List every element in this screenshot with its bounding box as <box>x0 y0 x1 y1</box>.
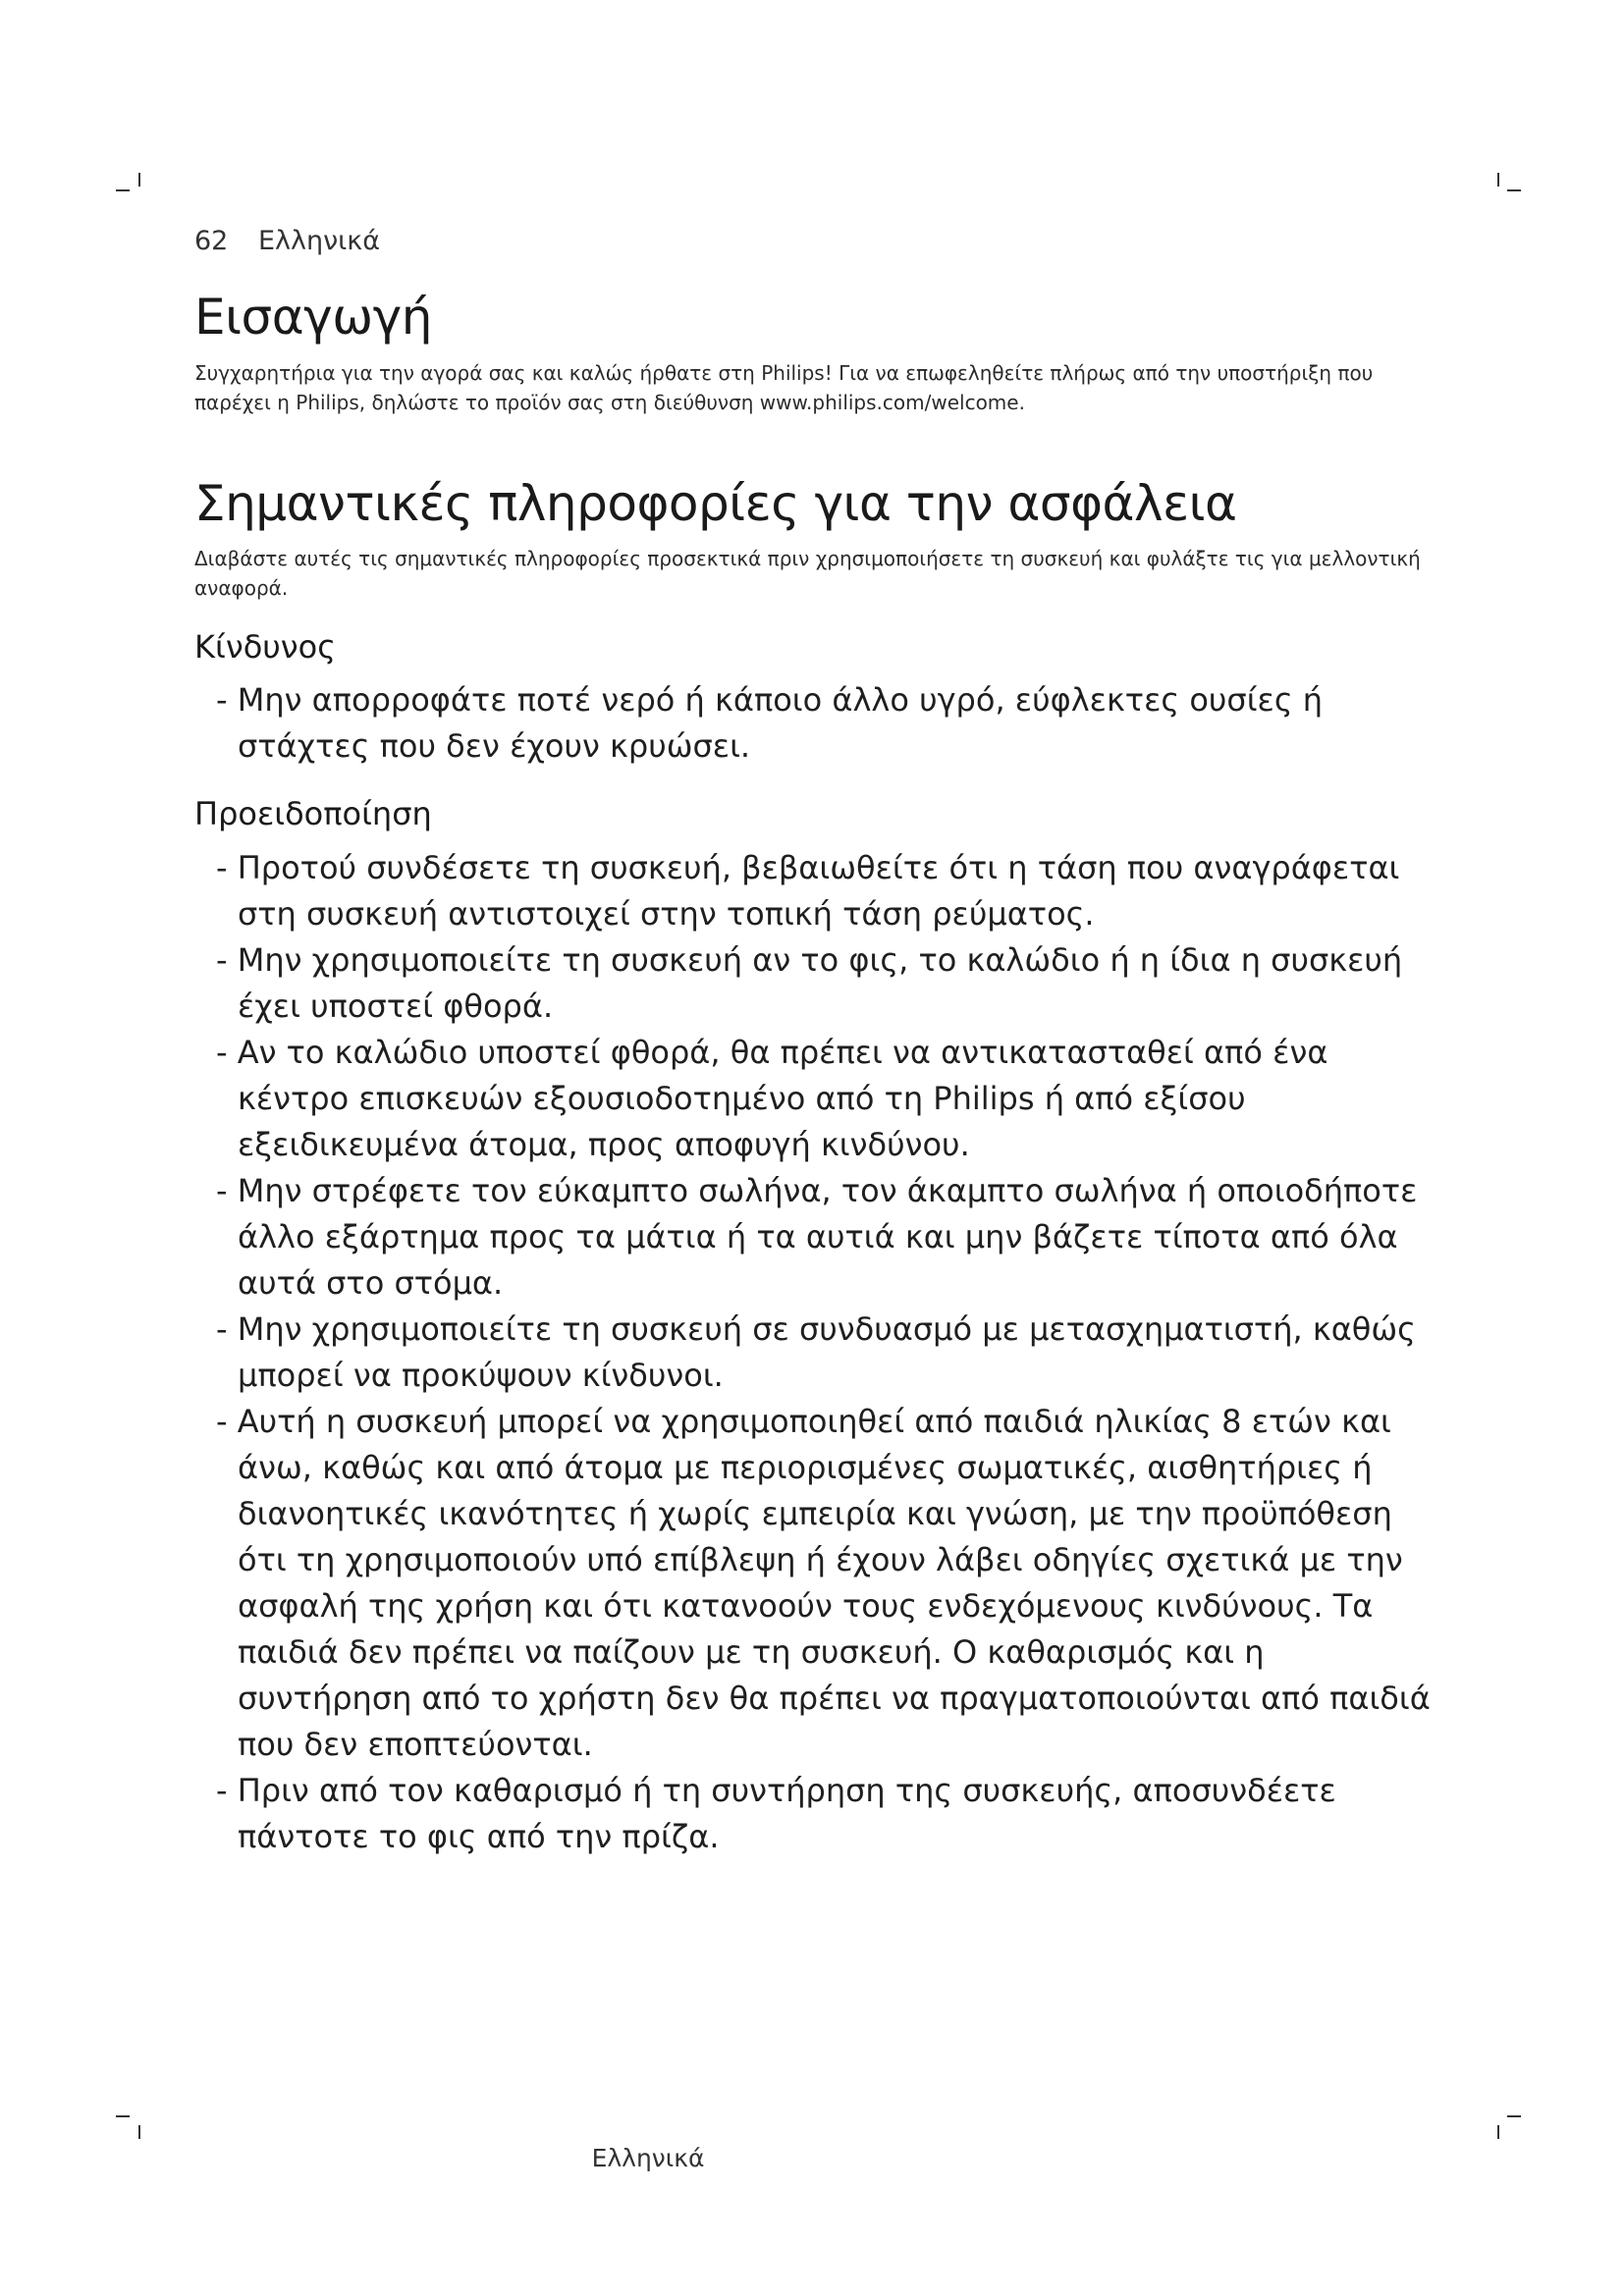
page-header <box>194 226 380 256</box>
crop-mark-bottom-right-h <box>1507 2115 1521 2117</box>
header-language: Ελληνικά <box>257 226 381 256</box>
intro-section <box>194 290 1441 417</box>
list-item: - Μην απορροφάτε ποτέ νερό ή κάποιο άλλο υγρό, εύφλεκτες ουσίες ή στάχτες που δεν έχουν κρυώσει. <box>216 681 1324 766</box>
crop-mark-top-left-h <box>116 189 130 191</box>
warning-list <box>194 845 1441 1860</box>
page-number: 62 <box>194 226 229 256</box>
page-footer <box>0 2144 1296 2172</box>
list-item: - Πριν από τον καθαρισμό ή τη συντήρηση της συσκευής, αποσυνδέετε πάντοτε το φις από την πρίζα. <box>216 1771 1336 1855</box>
intro-title: Εισαγωγή <box>194 289 432 346</box>
crop-mark-bottom-left-h <box>116 2115 130 2117</box>
crop-mark-bottom-left-v <box>138 2125 140 2139</box>
footer-language: Ελληνικά <box>591 2144 705 2172</box>
list-item: - Αυτή η συσκευή μπορεί να χρησιμοποιηθεί από παιδιά ηλικίας 8 ετών και άνω, καθώς και από άτομα με περιορισμένες σωματικές, αισθητήριες ή διανοητικές ικανότητες ή χωρίς εμπειρία και γνώση, με την προϋπόθεση ότι τη χρησιμοποιούν υπό επίβλεψη ή έχουν λάβει οδηγίες σχετικά με την ασφαλή της χρήση και ότι κατανοούν τους ενδεχόμενους κινδύνους. Τα παιδιά δεν πρέπει να παίζουν με τη συσκευή. Ο καθαρισμός και η συντήρηση από το χρήστη δεν θα πρέπει να πραγματοποιούνται από παιδιά που δεν εποπτεύονται. <box>216 1402 1431 1763</box>
crop-mark-top-right-v <box>1497 173 1499 187</box>
crop-mark-top-right-h <box>1507 189 1521 191</box>
intro-text: Συγχαρητήρια για την αγορά σας και καλώς ήρθατε στη Philips! Για να επωφεληθείτε πλήρως από την υποστήριξη που παρέχει η Philips, δηλώστε το προϊόν σας στη διεύθυνση www.philips.com/welcome. <box>194 360 1374 414</box>
crop-mark-top-left-v <box>138 173 140 187</box>
list-item: - Μην χρησιμοποιείτε τη συσκευή σε συνδυασμό με μετασχηματιστή, καθώς μπορεί να προκύψουν κίνδυνοι. <box>216 1309 1416 1394</box>
crop-mark-bottom-right-v <box>1497 2125 1499 2139</box>
list-item: - Μην στρέφετε τον εύκαμπτο σωλήνα, τον άκαμπτο σωλήνα ή οποιοδήποτε άλλο εξάρτημα προς τα μάτια ή τα αυτιά και μην βάζετε τίποτα από όλα αυτά στο στόμα. <box>216 1171 1418 1302</box>
warning-heading: Προειδοποίηση <box>194 795 432 833</box>
safety-title: Σημαντικές πληροφορίες για την ασφάλεια <box>194 474 1237 532</box>
danger-list <box>194 677 1441 770</box>
list-item: - Αν το καλώδιο υποστεί φθορά, θα πρέπει να αντικατασταθεί από ένα κέντρο επισκευών εξουσιοδοτημένο από τη Philips ή από εξίσου εξειδικευμένα άτομα, προς αποφυγή κινδύνου. <box>216 1033 1328 1163</box>
safety-section <box>194 476 1441 1860</box>
list-item: - Προτού συνδέσετε τη συσκευή, βεβαιωθείτε ότι η τάση που αναγράφεται στη συσκευή αντιστοιχεί στην τοπική τάση ρεύματος. <box>216 848 1400 933</box>
safety-text: Διαβάστε αυτές τις σημαντικές πληροφορίες προσεκτικά πριν χρησιμοποιήσετε τη συσκευή και φυλάξτε τις για μελλοντική αναφορά. <box>194 547 1421 600</box>
danger-heading: Κίνδυνος <box>194 628 337 666</box>
list-item: - Μην χρησιμοποιείτε τη συσκευή αν το φις, το καλώδιο ή η ίδια η συσκευή έχει υποστεί φθορά. <box>216 940 1403 1025</box>
page-content <box>194 290 1441 1860</box>
